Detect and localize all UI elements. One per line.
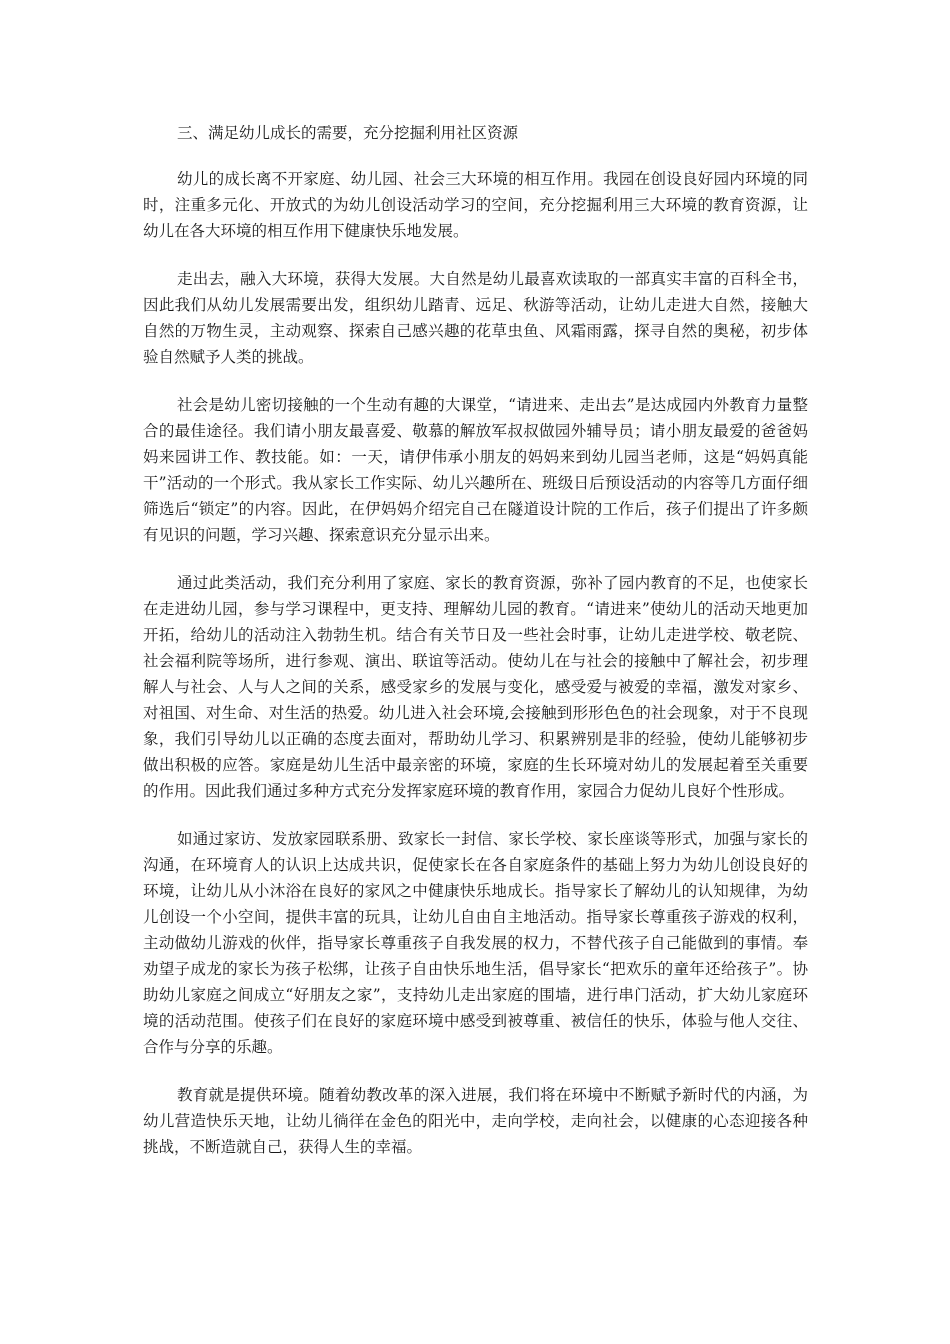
paragraph-conclusion: 教育就是提供环境。随着幼教改革的深入进展，我们将在环境中不断赋予新时代的内涵，为幼儿营造快乐天地，让幼儿徜徉在金色的阳光中，走向学校，走向社会，以健康的心态迎接各种挑战，不断造就自己，获得人生的幸福。: [143, 1086, 808, 1156]
paragraph-activities: 通过此类活动，我们充分利用了家庭、家长的教育资源，弥补了园内教育的不足，也使家长在走进幼儿园，参与学习课程中，更支持、理解幼儿园的教育。“请进来”使幼儿的活动天地更加开拓，给幼儿的活动注入勃勃生机。结合有关节日及一些社会时事，让幼儿走进学校、敬老院、社会福利院等场所，进行参观、演出、联谊等活动。使幼儿在与社会的接触中了解社会，初步理解人与社会、人与人之间的关系，感受家乡的发展与变化，感受爱与被爱的幸福，激发对家乡、对祖国、对生命、对生活的热爱。幼儿进入社会环境,会接触到形形色色的社会现象，对于不良现象，我们引导幼儿以正确的态度去面对，帮助幼儿学习、积累辨别是非的经验，使幼儿能够初步做出积极的应答。家庭是幼儿生活中最亲密的环境，家庭的生长环境对幼儿的发展起着至关重要的作用。因此我们通过多种方式充分发挥家庭环境的教育作用，家园合力促幼儿良好个性形成。: [143, 574, 808, 800]
document-page: [143, 120, 808, 1182]
section-heading: 三、满足幼儿成长的需要，充分挖掘利用社区资源: [177, 124, 519, 142]
paragraph-family: 如通过家访、发放家园联系册、致家长一封信、家长学校、家长座谈等形式，加强与家长的沟通，在环境育人的认识上达成共识，促使家长在各自家庭条件的基础上努力为幼儿创设良好的环境，让幼儿从小沐浴在良好的家风之中健康快乐地成长。指导家长了解幼儿的认知规律，为幼儿创设一个小空间，提供丰富的玩具，让幼儿自由自主地活动。指导家长尊重孩子游戏的权利，主动做幼儿游戏的伙伴，指导家长尊重孩子自我发展的权力，不替代孩子自己能做到的事情。奉劝望子成龙的家长为孩子松绑，让孩子自由快乐地生活，倡导家长“把欢乐的童年还给孩子”。协助幼儿家庭之间成立“好朋友之家”，支持幼儿走出家庭的围墙，进行串门活动，扩大幼儿家庭环境的活动范围。使孩子们在良好的家庭环境中感受到被尊重、被信任的快乐，体验与他人交往、合作与分享的乐趣。: [143, 830, 808, 1056]
paragraph-nature: 走出去，融入大环境，获得大发展。大自然是幼儿最喜欢读取的一部真实丰富的百科全书，因此我们从幼儿发展需要出发，组织幼儿踏青、远足、秋游等活动，让幼儿走进大自然，接触大自然的万物生灵，主动观察、探索自己感兴趣的花草虫鱼、风霜雨露，探寻自然的奥秘，初步体验自然赋予人类的挑战。: [143, 270, 808, 366]
paragraph-society: 社会是幼儿密切接触的一个生动有趣的大课堂，“请进来、走出去”是达成园内外教育力量整合的最佳途径。我们请小朋友最喜爱、敬慕的解放军叔叔做园外辅导员；请小朋友最爱的爸爸妈妈来园讲工作、教技能。如：一天，请伊伟承小朋友的妈妈来到幼儿园当老师，这是“妈妈真能干”活动的一个形式。我从家长工作实际、幼儿兴趣所在、班级日后预设活动的内容等几方面仔细筛选后“锁定”的内容。因此，在伊妈妈介绍完自己在隧道设计院的工作后，孩子们提出了许多颇有见识的问题，学习兴趣、探索意识充分显示出来。: [143, 396, 808, 544]
paragraph-intro: 幼儿的成长离不开家庭、幼儿园、社会三大环境的相互作用。我园在创设良好园内环境的同时，注重多元化、开放式的为幼儿创设活动学习的空间，充分挖掘利用三大环境的教育资源，让幼儿在各大环境的相互作用下健康快乐地发展。: [143, 170, 808, 240]
